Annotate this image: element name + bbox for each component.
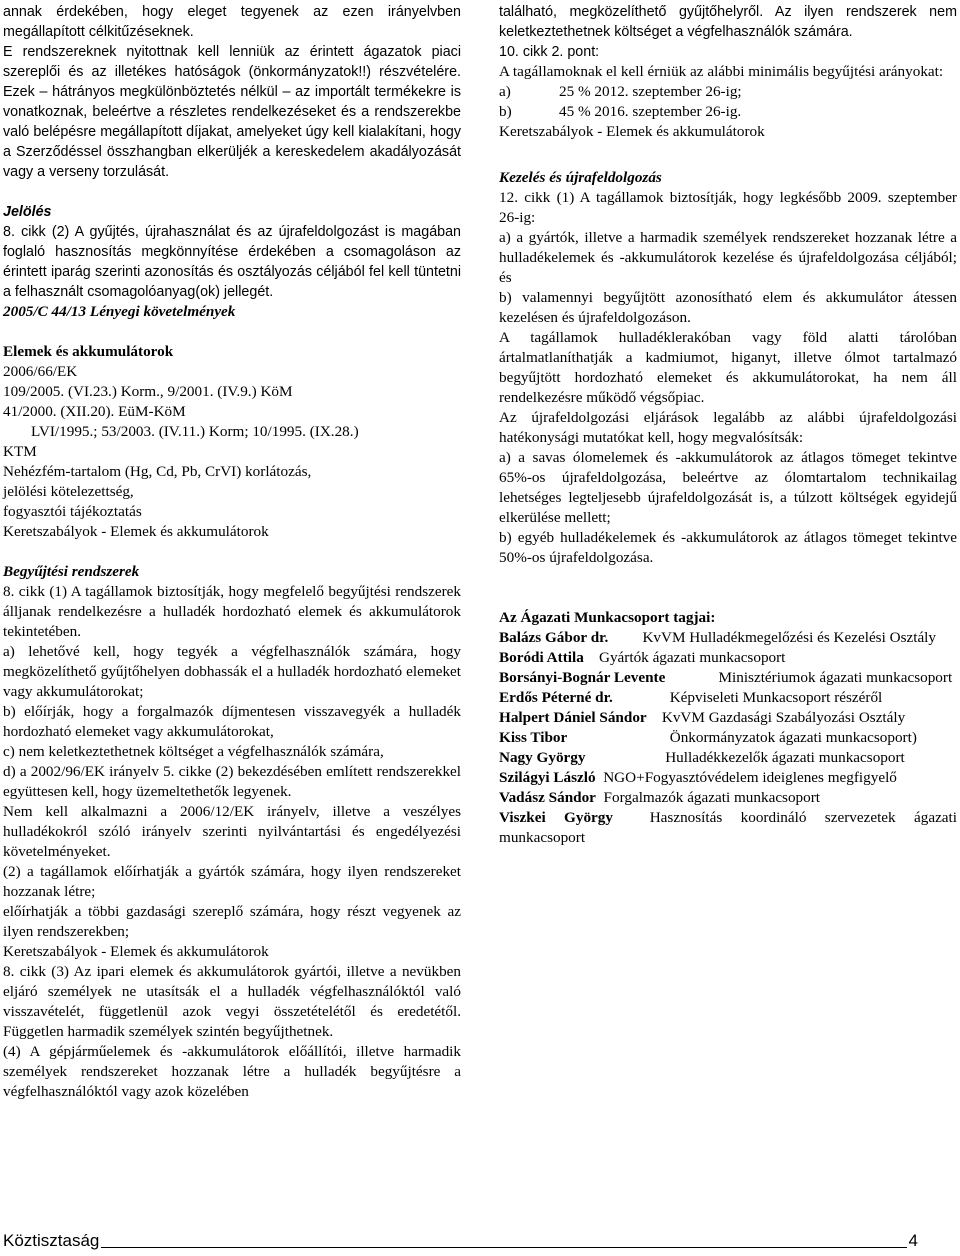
member-row bbox=[499, 688, 957, 708]
member-role: Önkormányzatok ágazati munkacsoport) bbox=[669, 729, 917, 746]
member-role: Gyártók ágazati munkacsoport bbox=[599, 649, 786, 666]
target-key: b) bbox=[499, 103, 512, 120]
member-row bbox=[499, 668, 957, 688]
begyujtesi-paragraph: 8. cikk (3) Az ipari elemek és akkumulátorok gyártói, illetve a nevükben eljáró személyek ne utasítsák el a hulladék végfelhasználóktól való visszavételét, függetlenül azok vegyi összetételétől és eredetétől. Független harmadik személyek szintén begyűjthetnek. bbox=[3, 963, 461, 1040]
member-name: Balázs Gábor dr. bbox=[499, 629, 609, 646]
member-row bbox=[499, 648, 957, 668]
right-column bbox=[499, 2, 957, 848]
target-text: 25 % 2012. szeptember 26-ig; bbox=[559, 83, 742, 100]
kezeles-heading: Kezelés és újrafeldolgozás bbox=[499, 169, 662, 186]
kezeles-paragraph: a) a gyártók, illetve a harmadik személyek rendszereket hozzanak létre a hulladékelemek és -akkumulátorok kezelése és újrafeldolgozása céljából; és bbox=[499, 229, 957, 286]
elemek-line: 109/2005. (VI.23.) Korm., 9/2001. (IV.9.) KöM bbox=[3, 383, 293, 400]
member-role: Hulladékkezelők ágazati munkacsoport bbox=[665, 749, 905, 766]
begyujtesi-heading: Begyűjtési rendszerek bbox=[3, 563, 140, 580]
kezeles-paragraph: Az újrafeldolgozási eljárások legalább az alábbi újrafeldolgozási hatékonysági mutatókat kell, hogy megvalósítsák: bbox=[499, 409, 957, 446]
member-name: Nagy György bbox=[499, 749, 586, 766]
intro-paragraph-2: E rendszereknek nyitottnak kell lenniük az érintett ágazatok piaci szereplői és az illetékes hatóságok (önkormányzatok!!) részvételére. Ezek – hátrányos megkülönböztetés nélkül – az importált termékekre is vonatkoznak, beleértve a részletes rendelkezéseket és a rendszerekbe való belépésre megállapított díjakat, amelyeket úgy kell kialakítani, hogy a Szerződéssel összhangban elkerüljék a kereskedelem akadályozását vagy a verseny torzulását. bbox=[3, 44, 461, 180]
begyujtesi-paragraph: előírhatják a többi gazdasági szereplő számára, hogy részt vegyenek az ilyen rendszerekben; bbox=[3, 903, 461, 940]
continued-text: található, megközelíthető gyűjtőhelyről. Az ilyen rendszerek nem keletkeztethetnek költséget a végfelhasználók számára. bbox=[499, 4, 957, 40]
elemek-line: Nehézfém-tartalom (Hg, Cd, Pb, CrVI) korlátozás, bbox=[3, 463, 312, 480]
members-heading: Az Ágazati Munkacsoport tagjai: bbox=[499, 609, 716, 626]
page-number: 4 bbox=[908, 1231, 918, 1250]
footer-rule bbox=[101, 1247, 906, 1248]
member-name: Boródi Attila bbox=[499, 649, 584, 666]
elemek-line: 2006/66/EK bbox=[3, 363, 78, 380]
member-row bbox=[499, 628, 957, 648]
elemek-line: jelölési kötelezettség, bbox=[3, 483, 134, 500]
elemek-heading: Elemek és akkumulátorok bbox=[3, 343, 174, 360]
begyujtesi-paragraph: a) lehetővé kell, hogy tegyék a végfelhasználók számára, hogy megközelíthető gyűjtőhelyen dobhassák el a hulladék hordozható elemeket vagy akkumulátorokat; bbox=[3, 643, 461, 700]
jeloles-text: 8. cikk (2) A gyűjtés, újrahasználat és az újrafeldolgozást is magában foglaló hasznosítás megkönnyítése érdekében a csomagoláson az érintett iparág szerinti azonosítás és osztályozás céljából fel kell tüntetni a felhasznált csomagolóanyag(ok) jellegét. bbox=[3, 224, 461, 300]
target-paragraph: A tagállamoknak el kell érniük az alábbi minimális begyűjtési arányokat: bbox=[499, 63, 944, 80]
begyujtesi-paragraph: Keretszabályok - Elemek és akkumulátorok bbox=[3, 943, 269, 960]
member-name: Borsányi-Bognár Levente bbox=[499, 669, 666, 686]
member-role: Képviseleti Munkacsoport részéről bbox=[669, 689, 883, 706]
member-role: Minisztériumok ágazati munkacsoport bbox=[718, 669, 953, 686]
member-role: Hasznosítás koordináló szervezetek ágazati munkacsoport bbox=[499, 809, 957, 846]
begyujtesi-paragraph: (4) A gépjárműelemek és -akkumulátorok előállítói, illetve harmadik személyek rendszereket hozzanak létre a hulladék begyűjtésre a végfelhasználóktól vagy azok közelében bbox=[3, 1043, 461, 1100]
target-text: 45 % 2016. szeptember 26-ig. bbox=[559, 103, 742, 120]
target-key: a) bbox=[499, 83, 511, 100]
member-name: Halpert Dániel Sándor bbox=[499, 709, 647, 726]
requirements-heading: 2005/C 44/13 Lényegi követelmények bbox=[3, 303, 236, 320]
member-name: Erdős Péterné dr. bbox=[499, 689, 613, 706]
kezeles-paragraph: b) egyéb hulladékelemek és -akkumulátorok az átlagos tömeget tekintve 50%-os újrafeldolgozása. bbox=[499, 529, 957, 566]
member-role: Forgalmazók ágazati munkacsoport bbox=[603, 789, 821, 806]
elemek-line: LVI/1995.; 53/2003. (IV.11.) Korm; 10/1995. (IX.28.) bbox=[31, 423, 359, 440]
member-role: KvVM Gazdasági Szabályozási Osztály bbox=[661, 709, 906, 726]
begyujtesi-paragraph: Nem kell alkalmazni a 2006/12/EK irányelv, illetve a veszélyes hulladékokról szóló irányelv szerinti nyilvántartási és engedélyezési követelményeket. bbox=[3, 803, 461, 860]
member-row bbox=[499, 708, 957, 728]
kezeles-paragraph: 12. cikk (1) A tagállamok biztosítják, hogy legkésőbb 2009. szeptember 26-ig: bbox=[499, 189, 957, 226]
target-item bbox=[499, 82, 957, 102]
begyujtesi-paragraph: c) nem keletkeztethetnek költséget a végfelhasználók számára, bbox=[3, 743, 384, 760]
footer-title: Köztisztaság bbox=[3, 1231, 100, 1250]
member-name: Viszkei György bbox=[499, 809, 613, 826]
elemek-line: KTM bbox=[3, 443, 37, 460]
member-row bbox=[499, 768, 957, 788]
member-role: KvVM Hulladékmegelőzési és Kezelési Osztály bbox=[642, 629, 936, 646]
jeloles-heading: Jelölés bbox=[3, 204, 52, 220]
intro-paragraph-1: annak érdekében, hogy eleget tegyenek az ezen irányelvben megállapított célkitűzéseknek. bbox=[3, 4, 461, 40]
kezeles-paragraph: b) valamennyi begyűjtött azonosítható elem és akkumulátor átessen kezelésen és újrafeldolgozáson. bbox=[499, 289, 957, 326]
member-row bbox=[499, 728, 957, 748]
begyujtesi-paragraph: b) előírják, hogy a forgalmazók díjmentesen visszavegyék a hulladék hordozható elemeket vagy akkumulátorokat, bbox=[3, 703, 461, 740]
begyujtesi-paragraph: (2) a tagállamok előírhatják a gyártók számára, hogy ilyen rendszereket hozzanak létre; bbox=[3, 863, 461, 900]
members-list bbox=[499, 628, 957, 848]
elemek-line: 41/2000. (XII.20). EüM-KöM bbox=[3, 403, 186, 420]
member-role: NGO+Fogyasztóvédelem ideiglenes megfigyelő bbox=[603, 769, 897, 786]
member-name: Szilágyi László bbox=[499, 769, 596, 786]
target-item bbox=[499, 102, 957, 122]
article-ref: 10. cikk 2. pont: bbox=[499, 44, 600, 60]
page-footer bbox=[3, 1230, 918, 1252]
elemek-line: fogyasztói tájékoztatás bbox=[3, 503, 142, 520]
kezeles-paragraph: A tagállamok hulladéklerakóban vagy föld alatti tárolóban ártalmatlaníthatják a kadmiumot, higanyt, illetve ólmot tartalmazó begyűjtött hordozható elemeket és akkumulátorokat, ha nem áll rendelkezésre működő végsőpiac. bbox=[499, 329, 957, 406]
member-name: Vadász Sándor bbox=[499, 789, 596, 806]
begyujtesi-paragraph: d) a 2002/96/EK irányelv 5. cikke (2) bekezdésében említett rendszerekkel együttesen kell, hogy üzemeltethetők legyenek. bbox=[3, 763, 461, 800]
left-column bbox=[3, 2, 461, 1102]
keret-line: Keretszabályok - Elemek és akkumulátorok bbox=[499, 123, 765, 140]
member-row bbox=[499, 748, 957, 768]
begyujtesi-paragraph: 8. cikk (1) A tagállamok biztosítják, hogy megfelelő begyűjtési rendszerek álljanak rendelkezésre a hulladék hordozható elemek és akkumulátorok tekintetében. bbox=[3, 583, 461, 640]
member-name: Kiss Tibor bbox=[499, 729, 568, 746]
elemek-line: Keretszabályok - Elemek és akkumulátorok bbox=[3, 523, 269, 540]
member-row bbox=[499, 788, 957, 808]
kezeles-paragraph: a) a savas ólomelemek és -akkumulátorok az átlagos tömeget tekintve 65%-os újrafeldolgozása, beleértve az ólomtartalom technikailag lehetséges legteljesebb újrafeldolgozását is, a túlzott költségek egyidejű elkerülése mellett; bbox=[499, 449, 957, 526]
member-row bbox=[499, 808, 957, 848]
